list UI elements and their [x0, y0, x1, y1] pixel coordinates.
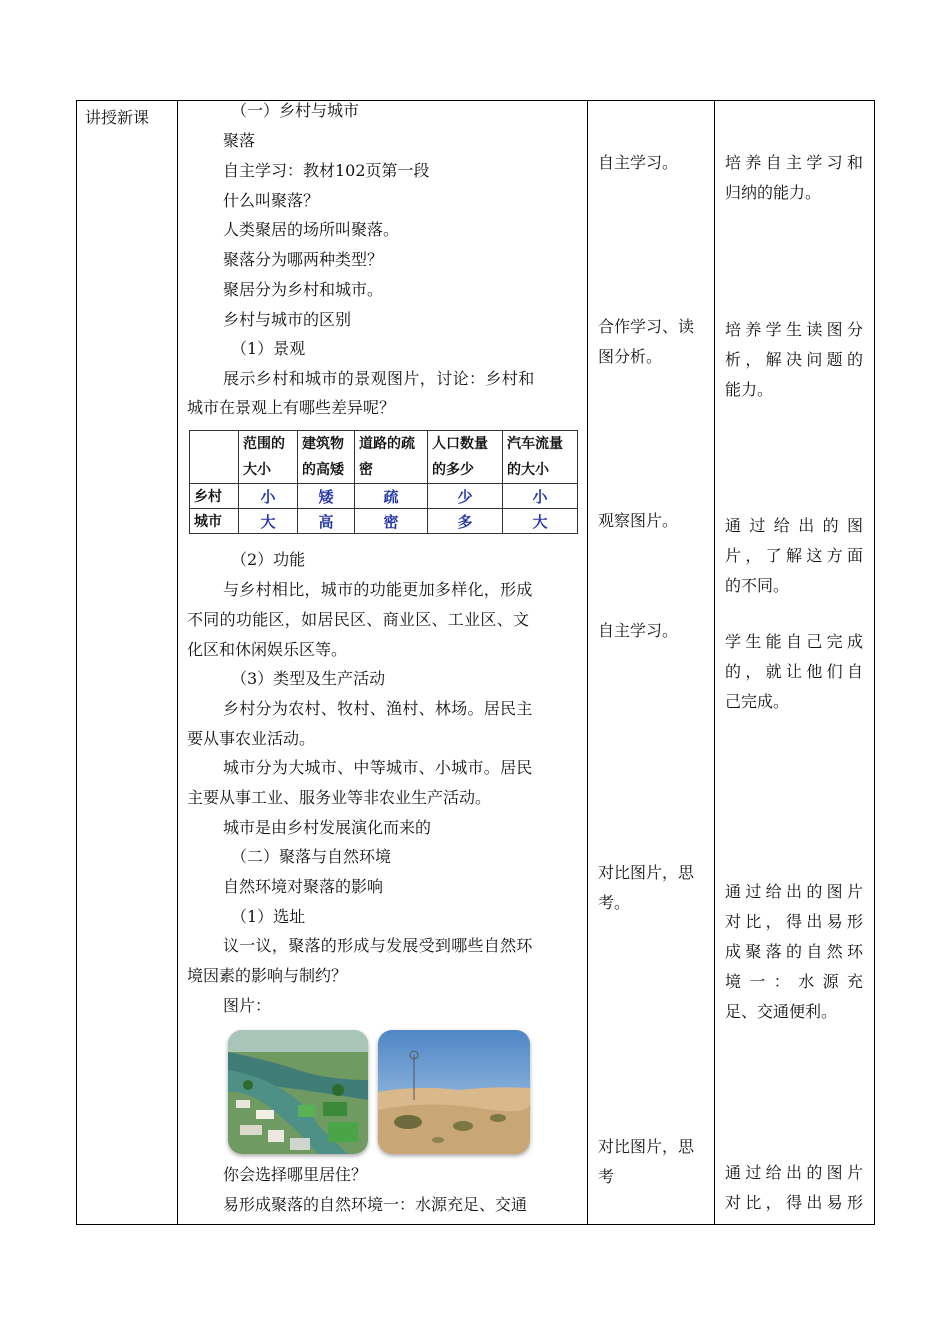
- table-value: 高: [298, 509, 355, 534]
- table-value: 多: [428, 509, 503, 534]
- column-divider: [177, 101, 178, 1224]
- content-line: 要从事农业活动。: [187, 729, 316, 748]
- row-label: 乡村: [190, 484, 239, 509]
- content-line: 自然环境对聚落的影响: [223, 877, 384, 896]
- content-line: （1）景观: [231, 339, 306, 358]
- content-line: 聚落: [223, 131, 256, 150]
- content-line: （二）聚落与自然环境: [231, 847, 392, 866]
- table-header-cell: 人口数量 的多少: [428, 431, 503, 484]
- student-activity: 对比图片，思 考: [598, 1137, 695, 1186]
- table-row: [190, 484, 578, 509]
- student-activity: 自主学习。: [598, 153, 679, 172]
- row-label: 城市: [190, 509, 239, 534]
- content-line: 什么叫聚落？: [223, 191, 320, 210]
- content-line: 易形成聚落的自然环境一：水源充足、交通: [223, 1195, 528, 1214]
- content-line: 聚居分为乡村和城市。: [223, 280, 384, 299]
- table-row: [190, 509, 578, 534]
- column-divider: [587, 101, 588, 1224]
- table-header-cell: 道路的疏 密: [355, 431, 428, 484]
- content-line: 展示乡村和城市的景观图片，讨论：乡村和: [223, 369, 535, 388]
- student-activity: 对比图片，思 考。: [598, 863, 695, 912]
- content-line: 主要从事工业、服务业等非农业生产活动。: [187, 788, 492, 807]
- content-line: 城市分为大城市、中等城市、小城市。居民: [223, 758, 533, 777]
- table-value: 密: [355, 509, 428, 534]
- water-town-photo: [228, 1030, 368, 1154]
- desert-image: [378, 1030, 530, 1154]
- content-line: 不同的功能区，如居民区、商业区、工业区、文: [187, 610, 530, 629]
- student-activity: 合作学习、读 图分析。: [598, 317, 695, 366]
- design-intent: 通过给出的图 片，了解这方面 的不同。: [725, 516, 863, 595]
- content-line: 图片：: [223, 996, 272, 1015]
- content-line: 城市在景观上有哪些差异呢？: [187, 398, 396, 417]
- content-line: 化区和休闲娱乐区等。: [187, 640, 348, 659]
- table-corner-cell: [190, 431, 239, 484]
- table-header-cell: 建筑物 的高矮: [298, 431, 355, 484]
- content-line: （2）功能: [231, 550, 306, 569]
- content-line: （1）选址: [231, 907, 306, 926]
- content-line: 乡村与城市的区别: [223, 310, 352, 329]
- table-value: 疏: [355, 484, 428, 509]
- section-label: 讲授新课: [85, 108, 150, 127]
- table-value: 少: [428, 484, 503, 509]
- design-intent: 培养学生读图分 析，解决问题的 能力。: [725, 320, 863, 399]
- design-intent: 学生能自己完成 的，就让他们自 己完成。: [725, 632, 863, 711]
- column-divider: [714, 101, 715, 1224]
- table-value: 小: [503, 484, 578, 509]
- content-line: 人类聚居的场所叫聚落。: [223, 220, 400, 239]
- table-value: 小: [239, 484, 298, 509]
- student-activity: 观察图片。: [598, 511, 679, 530]
- content-line: 聚落分为哪两种类型？: [223, 250, 384, 269]
- village-city-comparison-table: [189, 430, 578, 534]
- content-line: 你会选择哪里居住？: [223, 1165, 368, 1184]
- table-value: 大: [239, 509, 298, 534]
- content-line: 城市是由乡村发展演化而来的: [223, 818, 432, 837]
- table-value: 大: [503, 509, 578, 534]
- design-intent: 通过给出的图片 对比，得出易形: [725, 1163, 863, 1212]
- content-line: （3）类型及生产活动: [231, 669, 386, 688]
- table-value: 矮: [298, 484, 355, 509]
- table-header-cell: 汽车流量 的大小: [503, 431, 578, 484]
- content-line: （一）乡村与城市: [231, 101, 360, 120]
- student-activity: 自主学习。: [598, 621, 679, 640]
- lesson-plan-table: [76, 100, 875, 1225]
- content-line: 自主学习：教材102页第一段: [223, 161, 430, 180]
- content-line: 乡村分为农村、牧村、渔村、林场。居民主: [223, 699, 533, 718]
- content-line: 境因素的影响与制约？: [187, 966, 348, 985]
- content-line: 议一议，聚落的形成与发展受到哪些自然环: [223, 936, 533, 955]
- content-line: 与乡村相比，城市的功能更加多样化，形成: [223, 580, 533, 599]
- design-intent: 培养自主学习和 归纳的能力。: [725, 153, 863, 202]
- table-header-cell: 范围的 大小: [239, 431, 298, 484]
- desert-photo: [378, 1030, 530, 1154]
- design-intent: 通过给出的图片 对比，得出易形 成聚落的自然环 境一：水源充 足、交通便利。: [725, 882, 863, 1021]
- water-town-image: [228, 1030, 368, 1154]
